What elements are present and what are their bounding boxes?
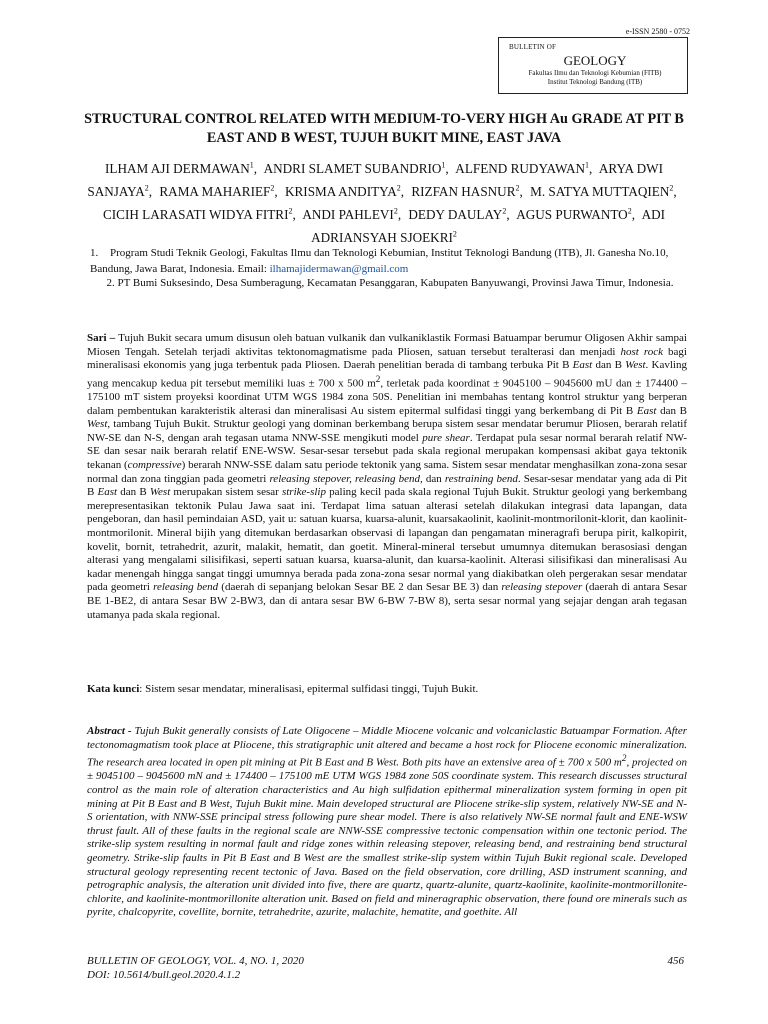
faculty-name: Fakultas Ilmu dan Teknologi Kebumian (FITB)	[528, 69, 662, 77]
author: ANDRI SLAMET SUBANDRIO$^1$	[263, 161, 446, 177]
abstract-paragraph: Abstract - Tujuh Bukit generally consists of Late Oligocene – Middle Miocene volcanic and volcaniclastic Batuampar Formation. After tectonomagmatism took place at Pliocene, this stratigraphic unit altered and became a host rock for Pliocene economic mineralization. The research area located in open pit mining at Pit B East and B West. Both pits have an extensive area of ± 700 x 500 $m^2$, projected on ± 9045100 – 9045600 mN and ± 174400 – 175100 mE UTM WGS 1984 zone 50S coordinate system. This research discusses structural control as the main role of alteration characteristics and Au high sulfidation epithermal mineralization system forming in open pit mining at Pit B East and B West, Tujuh Bukit mine. Main developed structural are Pliocene strike-slip system, relatively NW-SE and N-S orientation, with NNW-SSE principal stress following pure shear model. There is also relatively NW-SE normal fault and ENE-WSW thrust fault. All of these faults in the regional scale are NNW-SSE compressive tectonic compensation within one tectonic period. The strike-slip system resulting in normal fault and ridge zones within releasing stepover, releasing bend, and restraining bend structural geometry. Strike-slip faults in Pit B East and B West are the smallest strike-slip system within Tujuh Bukit regional scale. Developed structural geology representing recent tectonic of Java. Based on the field observation, core drilling, ASD instrument scanning, and petrographic analysis, the alteration unit divided into five, there are quartz, quartz-alunite, quartz-kaolinite, kaolinite-montmorillonite-chlorite, and kaolinite-montmorillonite alteration unit. Based on field and mineragraphic observation, there found ore minerals such as pyrite, chalcopyrite, covellite, bornite, tetrahedrite, azurite, malachite, hematite, and goethite. All	[87, 725, 687, 919]
issn-label: e-ISSN 2580 - 0752	[625, 27, 690, 36]
institute-name: Institut Teknologi Bandung (ITB)	[547, 78, 643, 86]
journal-logo-box	[498, 37, 688, 94]
author: ADI ADRIANSYAH SJOEKRI$^2$	[311, 207, 666, 246]
author: RAMA MAHARIEF$^2$	[159, 183, 275, 200]
author: ARYA DWI SANJAYA$^2$	[87, 161, 663, 200]
affiliation-2: 2. PT Bumi Suksesindo, Desa Sumberagung, Kecamatan Pesanggaran, Kabupaten Banyuwangi, Provinsi Jawa Timur, Indonesia.	[106, 277, 674, 289]
footer-journal: BULLETIN OF GEOLOGY, VOL. 4, NO. 1, 2020	[87, 955, 304, 967]
journal-name: GEOLOGY	[563, 53, 627, 68]
keywords-label: Kata kunci	[87, 683, 140, 695]
paper-title: STRUCTURAL CONTROL RELATED WITH MEDIUM-TO-VERY HIGH Au GRADE AT PIT B EAST AND B WEST, TUJUH BUKIT MINE, EAST JAVA	[84, 111, 684, 146]
page-number: 456	[667, 955, 684, 967]
author: ANDI PAHLEVI$^2$	[302, 206, 398, 223]
affiliation-1: 1. Program Studi Teknik Geologi, Fakultas Ilmu dan Teknologi Kebumian, Institut Teknologi Bandung (ITB), Jl. Ganesha No.10, Bandung, Jawa Barat, Indonesia. Email: ilhamajidermawan@gmail.com	[90, 247, 669, 275]
author: M. SATYA MUTTAQIEN$^2$	[530, 183, 674, 200]
sari-label: Sari –	[87, 332, 116, 344]
author-list: ILHAM AJI DERMAWAN$^1$, ANDRI SLAMET SUBANDRIO$^1$, ALFEND RUDYAWAN$^1$, ARYA DWI SANJAYA$^2$, RAMA MAHARIEF$^2$, KRISMA ANDITYA$^2$, RIZFAN HASNUR$^2$, M. SATYA MUTTAQIEN$^2$, CICIH LARASATI WIDYA FITRI$^2$, ANDI PAHLEVI$^2$, DEDY DAULAY$^2$, AGUS PURWANTO$^2$, ADI ADRIANSYAH SJOEKRI$^2$	[87, 161, 677, 246]
author: DEDY DAULAY$^2$	[408, 206, 507, 223]
page-footer	[87, 954, 687, 982]
email-link[interactable]: ilhamajidermawan@gmail.com	[269, 262, 409, 275]
bulletin-of-label: BULLETIN OF	[509, 43, 557, 51]
author: ALFEND RUDYAWAN$^1$	[455, 161, 590, 177]
author: AGUS PURWANTO$^2$	[516, 206, 632, 223]
abstract-label: Abstract -	[87, 725, 132, 737]
sari-paragraph: Sari – Tujuh Bukit secara umum disusun oleh batuan vulkanik dan vulkaniklastik Formasi Batuampar berumur Oligosen Akhir sampai Miosen Tengah. Setelah terjadi aktivitas tektonomagmatisme pada Pliosen, satuan tersebut teralterasi dan menjadi host rock bagi mineralisasi ekonomis yang juga terbentuk pada Pliosen. Daerah penelitian berada di tambang terbuka Pit B East dan B West. Kavling yang mencakup kedua pit tersebut memiliki luas ± 700 x 500 $m^2$, terletak pada koordinat ± 9045100 – 9045600 mU dan ± 174400 – 175100 mT sistem proyeksi koordinat UTM WGS 1984 zona 50S. Penelitian ini membahas tentang kontrol struktur yang berperan dalam pembentukan karakteristik alterasi dan mineralisasi Au sistem epitermal sulfidasi tinggi yang berkembang di Pit B East dan B West, tambang Tujuh Bukit. Struktur geologi yang dominan berkembang berupa sistem sesar mendatar berumur Pliosen, berarah relatif NW-SE dan N-S, dengan arah tegasan utama NNW-SSE mengikuti model pure shear. Terdapat pula sesar normal berarah relatif NW-SE dan sesar naik berarah relatif ENE-WSW. Sesar-sesar tersebut pada skala regional merupakan kompensasi akibat gaya tektonik tekanan (compressive) berarah NNW-SSE dalam satu periode tektonik yang sama. Sistem sesar mendatar menghasilkan zona-zona sesar normal dan zona tinggian pada geometri releasing stepover, releasing bend, dan restraining bend. Sesar-sesar mendatar yang ada di Pit B East dan B West merupakan sistem sesar strike-slip paling kecil pada skala regional Tujuh Bukit. Struktur geologi yang berkembang merepresentasikan tektonik Pulau Jawa saat ini. Terdapat lima satuan alterasi setelah dilakukan integrasi data lapangan, data pengeboran, dan hasil pemindaian ASD, yait u: satuan kuarsa, kuarsa-alunit, kuarsakaolinit, kaolinit-montmorilonit-klorit, dan kaolinit-montmorilonit. Mineral bijih yang ditemukan berdasarkan observasi di lapangan dan pengamatan mineragrafi berupa pirit, kalkopirit, kovelit, bornit, tetrahedrit, azurit, malakit, hematit, dan goetit. Mineral-mineral tersebut umumnya ditemukan berasosiasi dengan alterasi yang mengalami silisifikasi, seperti satuan kuarsa, kuarsa-alunit, dan kuarsa-kaolinit. Alterasi silisifikasi dan mineralisasi Au kadar menengah hingga sangat tinggi umumnya berada pada zona-zona sesar normal yang diakibatkan oleh pergerakan sesar mendatar pada geometri releasing bend (daerah di sepanjang belokan Sesar BE 2 dan Sesar BE 3) dan releasing stepover (daerah di antara Sesar BE 1-BE2, di antara Sesar BW 2-BW3, dan di antara sesar BW 6-BW 7-BW 8), serta sesar normal yang sejajar dengan arah tegasan utamanya pada skala regional.	[87, 332, 688, 621]
author: KRISMA ANDITYA$^2$	[284, 183, 401, 200]
keywords: Kata kunci: Sistem sesar mendatar, mineralisasi, epitermal sulfidasi tinggi, Tujuh Bukit.	[87, 683, 479, 695]
author: ILHAM AJI DERMAWAN$^1$	[105, 161, 254, 177]
footer-doi: DOI: 10.5614/bull.geol.2020.4.1.2	[87, 969, 241, 981]
author: RIZFAN HASNUR$^2$	[411, 183, 520, 200]
author: CICIH LARASATI WIDYA FITRI$^2$	[102, 206, 293, 223]
